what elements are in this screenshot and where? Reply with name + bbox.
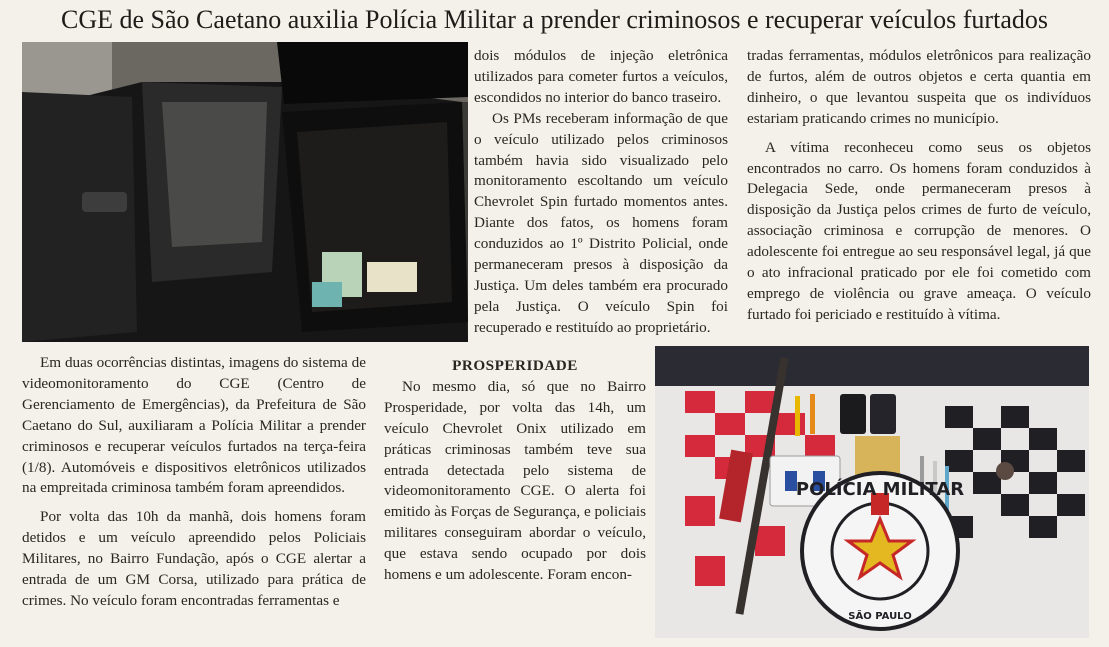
col2-paragraph-2: Os PMs receberam informação de que o veículo utilizado pelos criminosos também havia sido visualizado pelo monitoramento escoltando um veículo Chevrolet Spin furtado momentos antes. Diante dos fatos, os homens foram conduzidos ao 1º Distrito Policial, onde permaneceram presos à disposição da Justiça. Um deles também era procurado pela Justiça. O veículo Spin foi recuperado e restituído ao proprietário. bbox=[474, 109, 728, 336]
col3-paragraph-1: tradas ferramentas, módulos eletrônicos para realização de furtos, além de outros objetos e certa quantia em dinheiro, o que levantou suspeita que os indivíduos estariam praticando crimes no município. bbox=[747, 47, 1091, 127]
col1-paragraph-1: Em duas ocorrências distintas, imagens do sistema de videomonitoramento do CGE (Centro de Gerenciamento de Emergências), da Prefeitura de São Caetano do Sul, auxiliaram a Polícia Militar a prender criminosos e recuperar veículos furtados na terça-feira (1/8). Automóveis e dispositivos eletrônicos utilizados na empreitada criminosa também foram apreendidos. bbox=[22, 354, 366, 497]
headline: CGE de São Caetano auxilia Polícia Militar a prender criminosos e recuperar veículos furtados bbox=[61, 5, 1048, 34]
emblem-state: SÃO PAULO bbox=[848, 611, 912, 622]
column-2 bbox=[474, 46, 728, 339]
col3-paragraph-2: A vítima reconheceu como seus os objetos encontrados no carro. Os homens foram conduzidos à Delegacia Sede, onde permaneceram presos à disposição da Justiça pelos crimes de furto de veículo, associação criminosa e corrupção de menores. O adolescente foi entregue ao seu responsável legal, já que o ato infracional praticado por ele foi cometido com emprego de violência ou grave ameaça. O veículo furtado foi periciado e restituído à vítima. bbox=[747, 138, 1091, 323]
emblem-title: POLÍCIA MILITAR bbox=[795, 479, 965, 500]
column-1 bbox=[22, 353, 366, 612]
column-3 bbox=[747, 46, 1091, 326]
column-2-lower bbox=[384, 354, 646, 586]
col1-paragraph-2: Por volta das 10h da manhã, dois homens foram detidos e um veículo apreendido pelos Policiais Militares, no Bairro Fundação, após o CGE alertar a entrada de um GM Corsa, utilizado para prática de crimes. No veículo foram encontradas ferramentas e bbox=[22, 508, 366, 609]
photo-car-trunk bbox=[22, 42, 468, 342]
subheading-prosperidade: PROSPERIDADE bbox=[452, 357, 578, 374]
col2-paragraph-1: dois módulos de injeção eletrônica utilizados para cometer furtos a veículos, escondidos no interior do banco traseiro. bbox=[474, 47, 728, 106]
photo-seized-objects bbox=[655, 346, 1089, 638]
col2-paragraph-3: No mesmo dia, só que no Bairro Prosperidade, por volta das 14h, um veículo Chevrolet Onix utilizado em práticas criminosas também teve sua entrada detectada pelo sistema de videomonitoramento CGE. O alerta foi emitido às Forças de Segurança, e policiais militares conseguiram abordar o veículo, que estava sendo ocupado por dois homens e um adolescente. Foram encon- bbox=[384, 377, 646, 584]
